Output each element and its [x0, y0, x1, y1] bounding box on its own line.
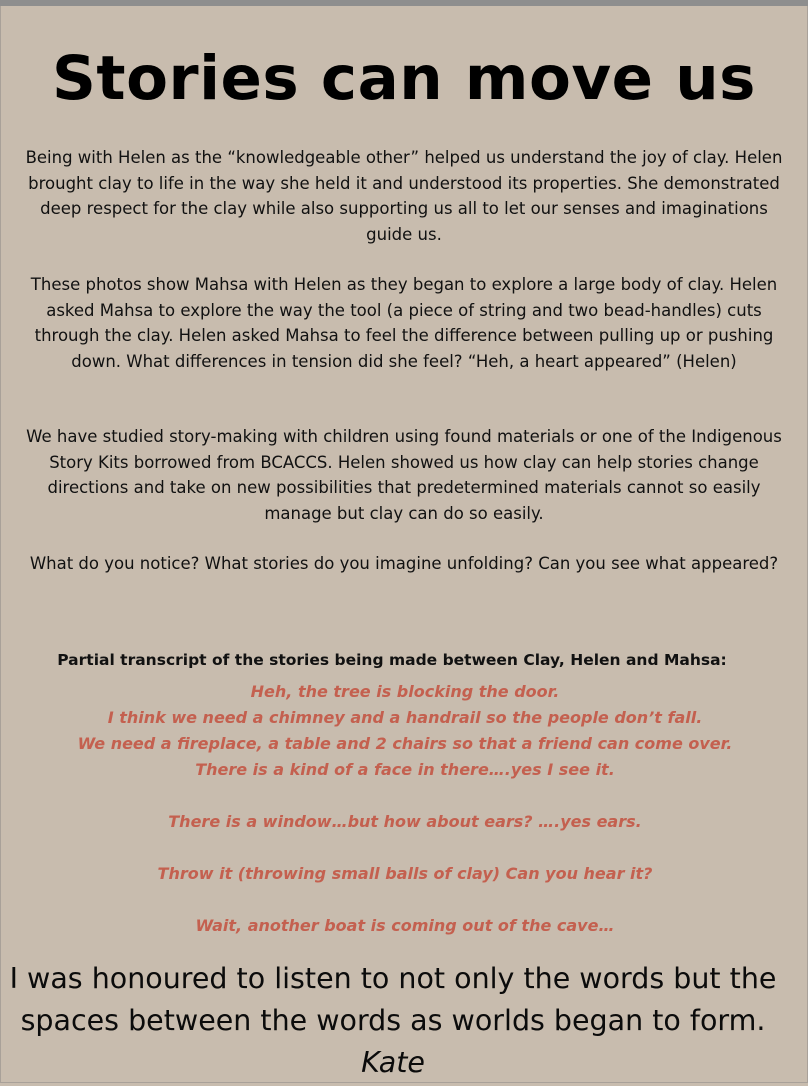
- transcript-line: Heh, the tree is blocking the door.: [250, 682, 560, 701]
- photos-paragraph: These photos show Mahsa with Helen as they began to explore a large body of clay. Helen asked Mahsa to explore the way the tool (a piece of string and two bead-handles) cuts through the clay. Helen asked Mahsa to feel the difference between pulling up or pushing down. What differences in tension did she feel? “Heh, a heart appeared” (Helen): [30, 275, 778, 371]
- transcript-line: There is a window…but how about ears? ….yes ears.: [168, 812, 642, 831]
- questions-paragraph: What do you notice? What stories do you imagine unfolding? Can you see what appeared?: [29, 554, 779, 573]
- transcript-heading: Partial transcript of the stories being made between Clay, Helen and Mahsa:: [57, 651, 727, 669]
- transcript-line: We need a fireplace, a table and 2 chairs so that a friend can come over.: [77, 734, 733, 753]
- page-title: Stories can move us: [52, 43, 756, 114]
- closing-statement: I was honoured to listen to not only the words but the spaces between the words as worlds began to form.: [9, 962, 777, 1037]
- intro-paragraph: Being with Helen as the “knowledgeable other” helped us understand the joy of clay. Helen brought clay to life in the way she held it and understood its properties. She demonstrated deep respect for the clay while also supporting us all to let our senses and imaginations guide us.: [25, 148, 783, 244]
- signature: Kate: [361, 1046, 425, 1079]
- transcript-line: I think we need a chimney and a handrail so the people don’t fall.: [107, 708, 703, 727]
- transcript-line: There is a kind of a face in there….yes I see it.: [195, 760, 615, 779]
- transcript-line: Wait, another boat is coming out of the cave…: [195, 916, 615, 935]
- story-making-paragraph: We have studied story-making with children using found materials or one of the Indigenous Story Kits borrowed from BCACCS. Helen showed us how clay can help stories change directions and take on new possibilities that predetermined materials cannot so easily manage but clay can do so easily.: [26, 427, 782, 523]
- transcript-line: Throw it (throwing small balls of clay) Can you hear it?: [157, 864, 653, 883]
